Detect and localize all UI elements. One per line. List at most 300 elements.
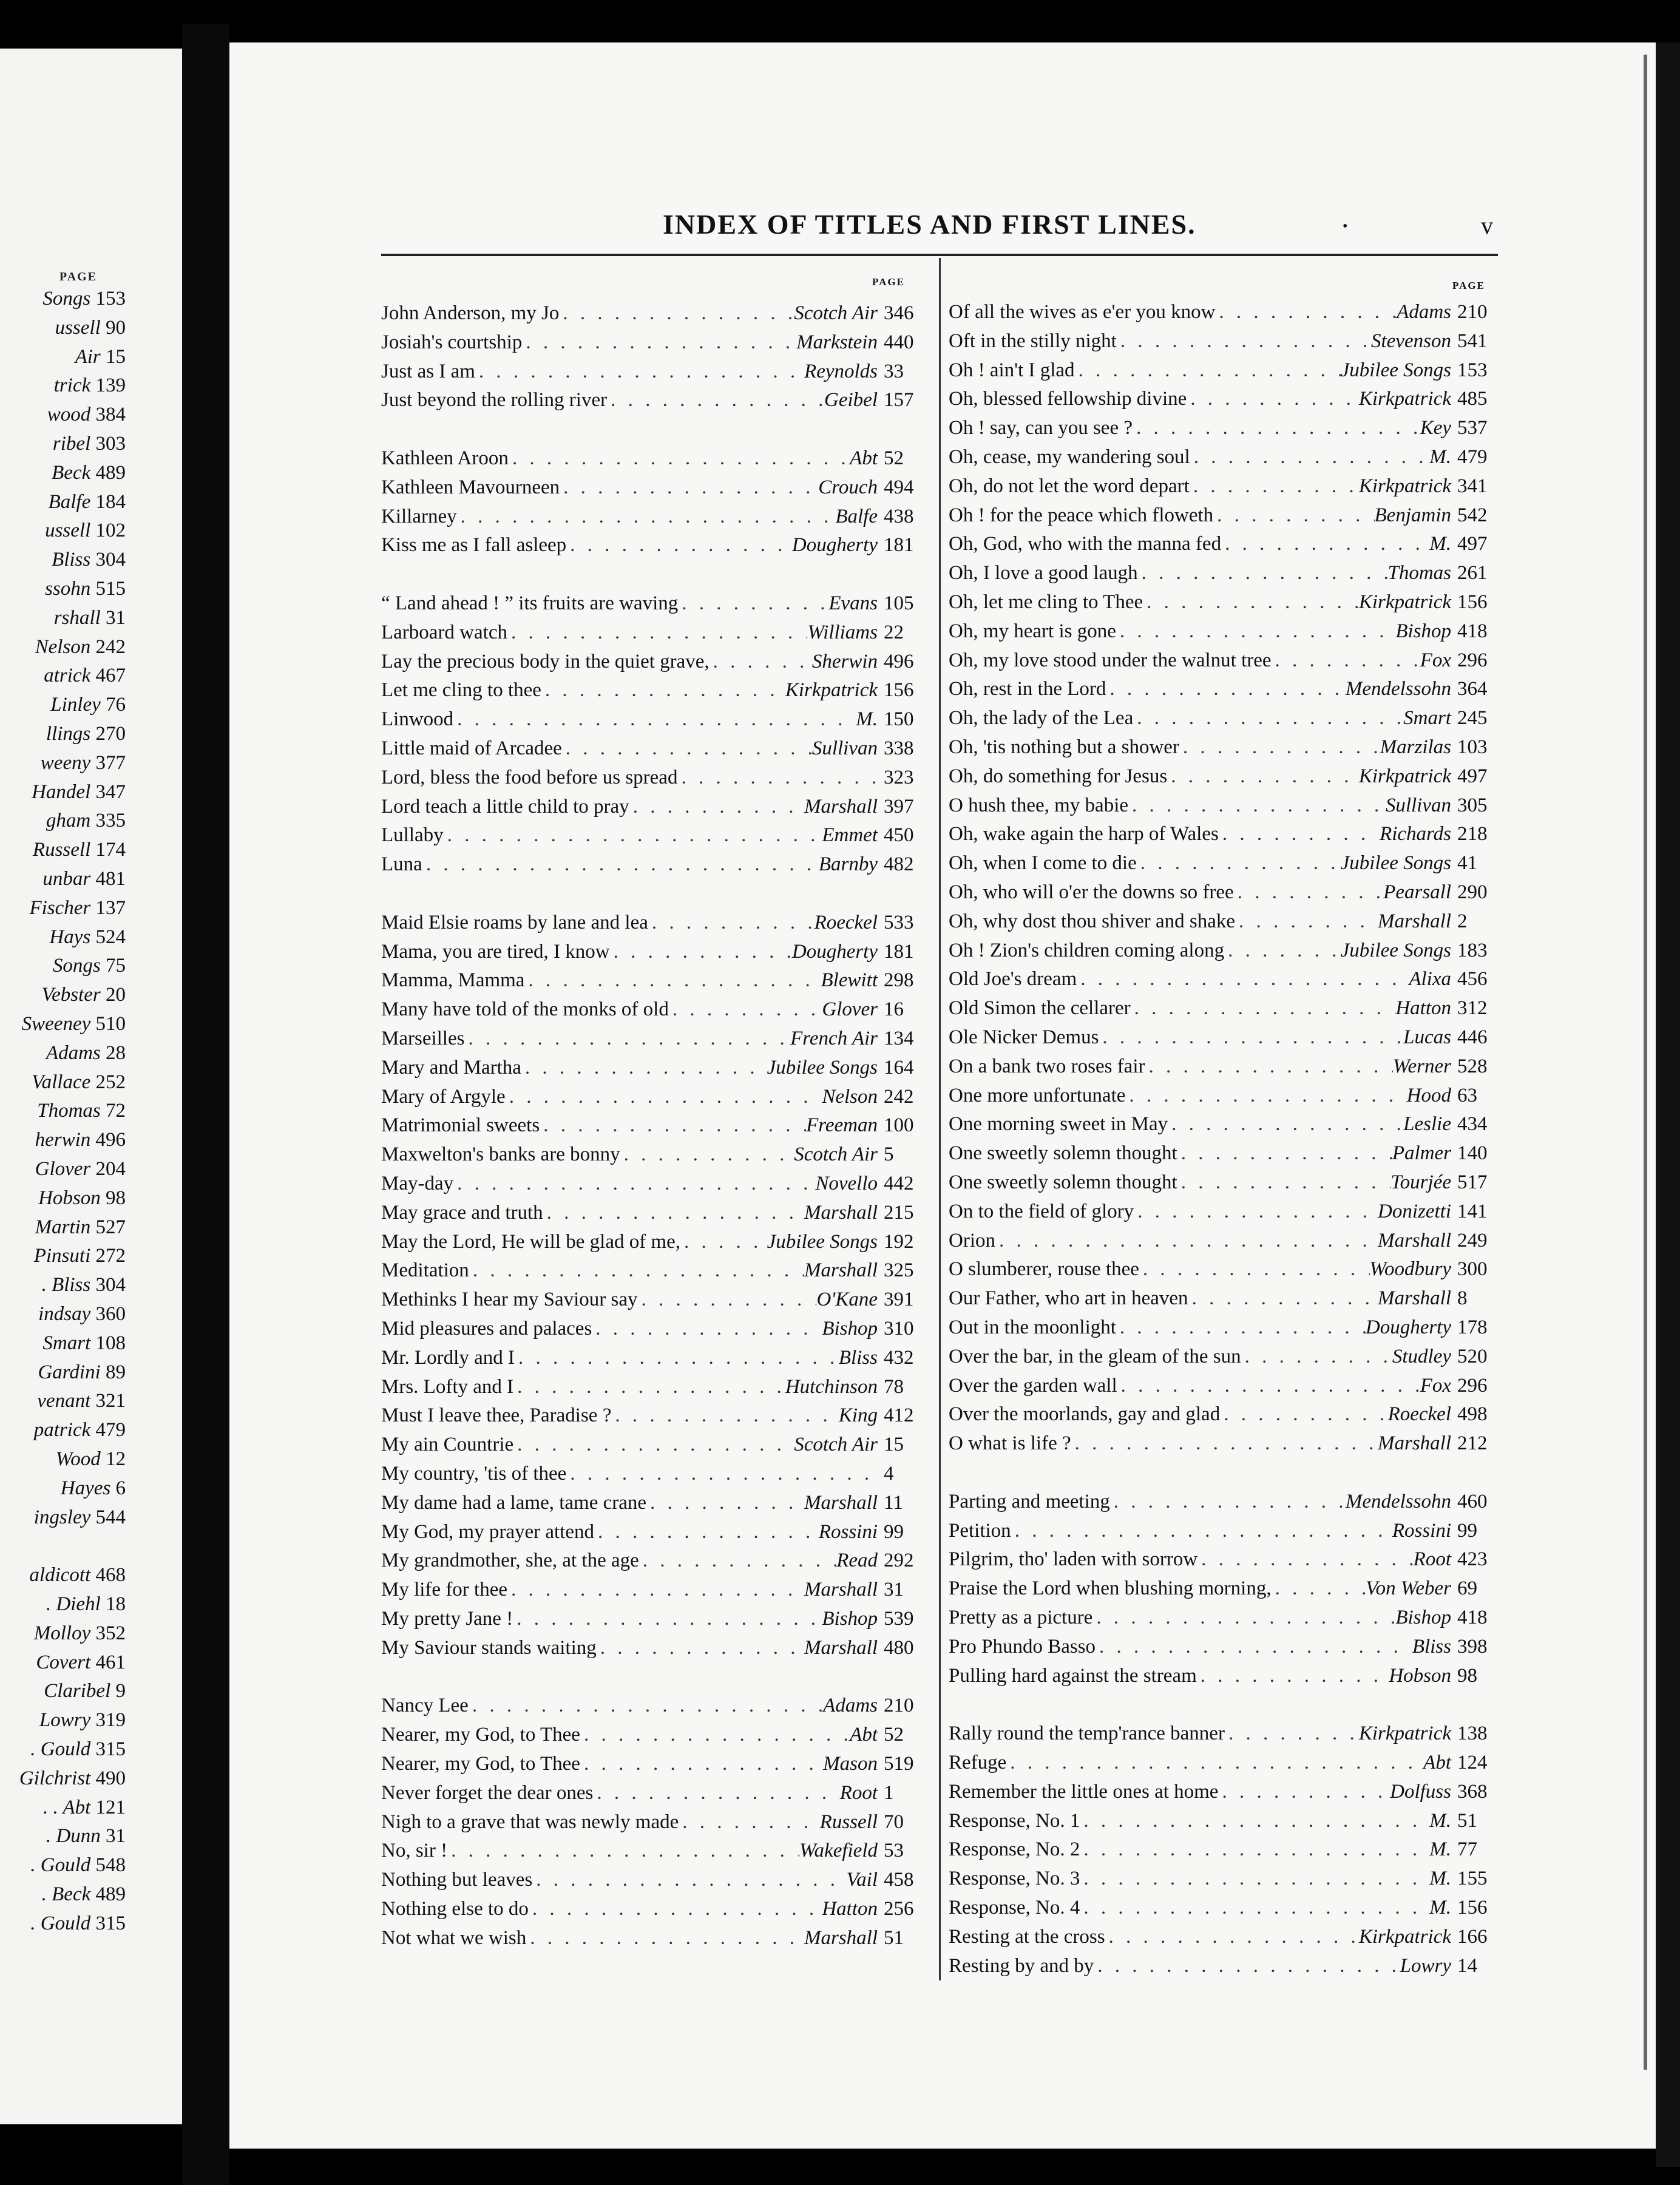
dot-leader [679, 1810, 819, 1834]
entry-page: 450 [884, 824, 914, 847]
entry-page: 341 [1457, 475, 1488, 497]
entry-composer: Marshall [804, 1636, 878, 1659]
entry-page: 520 [1457, 1345, 1488, 1367]
entry-page: 423 [1457, 1548, 1488, 1571]
dot-leader [1131, 996, 1396, 1020]
entry-composer: Lucas [1403, 1026, 1451, 1048]
entry-composer: Smart [1403, 707, 1451, 730]
index-entry [381, 1230, 921, 1254]
prev-entry-page: 31 [106, 1825, 126, 1848]
dot-leader [453, 1171, 815, 1196]
dot-leader [1190, 445, 1430, 469]
prev-entry-page: 319 [95, 1709, 126, 1732]
dot-leader [1106, 677, 1346, 701]
entry-title: Oh, do not let the word depart [949, 475, 1190, 497]
entry-composer: Scotch Air [794, 1143, 878, 1166]
index-entry [949, 1315, 1495, 1340]
entry-title: Nearer, my God, to Thee [381, 1724, 580, 1746]
entry-page: 22 [884, 621, 904, 643]
prev-index-entry [34, 1418, 126, 1442]
index-entry [949, 851, 1495, 875]
entry-composer: Jubilee Songs [1340, 939, 1451, 961]
prev-entry-composer: . Bliss [41, 1274, 91, 1296]
entry-composer: Key [1420, 417, 1451, 439]
entry-page: 292 [884, 1550, 914, 1572]
entry-title: Of all the wives as e'er you know [949, 301, 1216, 323]
prev-entry-composer: Adams [46, 1042, 101, 1064]
prev-index-entry [38, 1302, 126, 1326]
index-entry [949, 1257, 1495, 1281]
prev-entry-composer: Beck [52, 461, 91, 484]
index-entry [949, 1837, 1495, 1861]
index-entry [381, 330, 921, 354]
entry-title: Oh ! ain't I glad [949, 359, 1075, 381]
prev-index-entry [35, 1128, 126, 1152]
entry-page: 460 [1457, 1490, 1488, 1513]
dot-leader [1213, 503, 1374, 527]
dot-leader [532, 1868, 846, 1892]
entry-title: Mrs. Lofty and I [381, 1375, 514, 1398]
entry-page: 16 [884, 998, 904, 1021]
dot-leader [1168, 1112, 1403, 1136]
prev-index-entry [49, 490, 126, 514]
prev-entry-composer: Pinsuti [33, 1245, 91, 1267]
prev-index-entry [33, 838, 126, 862]
index-entry [381, 1258, 921, 1282]
prev-entry-composer: Glover [35, 1158, 91, 1180]
entry-page: 138 [1457, 1723, 1488, 1745]
entry-title: Lullaby [381, 824, 444, 847]
index-entry [949, 1750, 1495, 1775]
prev-index-entry [22, 1012, 126, 1036]
dot-leader [1220, 1402, 1387, 1426]
prev-entry-composer: Hays [49, 926, 91, 948]
index-entry [949, 1374, 1495, 1398]
index-entry [949, 1025, 1495, 1049]
entry-composer: Hatton [822, 1898, 878, 1920]
entry-composer: Root [839, 1781, 878, 1804]
entry-page: 519 [884, 1753, 914, 1775]
entry-title: May-day [381, 1173, 454, 1194]
entry-composer: Kirkpatrick [1358, 1925, 1451, 1948]
entry-composer: Reynolds [804, 360, 878, 382]
dot-leader [422, 852, 819, 876]
entry-composer: Lowry [1400, 1954, 1451, 1977]
entry-composer: Abt [850, 447, 878, 469]
entry-composer: Sullivan [811, 737, 878, 759]
prev-entry-composer: Gilchrist [19, 1767, 91, 1789]
entry-composer: Jubilee Songs [1340, 852, 1451, 875]
entry-composer: Roeckel [814, 911, 878, 933]
entry-composer: Adams [1397, 301, 1451, 323]
prev-entry-composer: ussell [45, 520, 91, 542]
dot-leader [678, 591, 828, 615]
prev-entry-page: 90 [106, 316, 126, 339]
entry-composer: Marshall [1377, 910, 1451, 932]
prev-index-entry [46, 808, 126, 833]
index-entry [949, 329, 1495, 353]
entry-composer: Richards [1380, 823, 1451, 845]
entry-title: Nothing else to do [381, 1898, 529, 1920]
prev-index-entry [43, 1795, 126, 1820]
prev-entry-composer: . Beck [41, 1883, 91, 1905]
entry-page: 497 [1457, 765, 1488, 787]
entry-composer: Jubilee Songs [767, 1230, 878, 1253]
prev-index-entry [42, 1273, 126, 1297]
entry-title: John Anderson, my Jo [381, 302, 560, 324]
prev-entry-page: 304 [95, 1274, 126, 1296]
entry-page: 397 [884, 795, 914, 818]
entry-composer: King [838, 1404, 878, 1427]
entry-page: 346 [884, 302, 914, 324]
entry-title: My grandmother, she, at the age [381, 1550, 639, 1572]
dot-leader [1117, 329, 1371, 353]
entry-title: Josiah's courtship [381, 331, 523, 353]
prev-index-entry [54, 606, 126, 630]
prev-index-entry [44, 1679, 126, 1703]
dot-leader [1080, 1895, 1429, 1920]
index-entry [381, 997, 921, 1021]
entry-page: 537 [1457, 417, 1488, 439]
entry-page: 494 [884, 476, 914, 498]
dot-leader [566, 1462, 878, 1486]
page-edge-line [1644, 55, 1647, 2070]
entry-composer: Kirkpatrick [1358, 765, 1451, 787]
entry-title: Pro Phundo Basso [949, 1635, 1096, 1658]
entry-title: Lay the precious body in the quiet grave, [381, 650, 710, 672]
entry-page: 192 [884, 1230, 914, 1253]
book-gutter [182, 24, 229, 2185]
dot-leader [453, 707, 856, 731]
entry-title: Praise the Lord when blushing morning, [949, 1577, 1272, 1600]
entry-title: One morning sweet in May [949, 1113, 1168, 1136]
prev-entry-composer: Hayes [60, 1477, 111, 1499]
entry-title: Mid pleasures and palaces [381, 1318, 592, 1340]
entry-page: 157 [884, 389, 914, 412]
index-entry [949, 387, 1495, 411]
entry-composer: Von Weber [1366, 1577, 1451, 1600]
index-entry [381, 736, 921, 761]
prev-index-entry [42, 286, 126, 311]
index-entry [949, 735, 1495, 759]
entry-composer: Bishop [822, 1318, 878, 1340]
entry-page: 325 [884, 1259, 914, 1282]
entry-composer: Dougherty [1365, 1316, 1451, 1338]
index-entry [381, 1520, 921, 1544]
entry-page: 141 [1457, 1200, 1488, 1222]
prev-entry-composer: rshall [53, 606, 101, 629]
entry-composer: Bishop [822, 1608, 878, 1630]
prev-entry-page: 496 [95, 1129, 126, 1151]
entry-title: May the Lord, He will be glad of me, [381, 1230, 681, 1253]
dot-leader [1094, 1954, 1400, 1978]
prev-entry-page: 15 [106, 345, 126, 368]
dot-leader [710, 649, 812, 674]
index-entry [381, 765, 921, 790]
prev-entry-page: 481 [95, 868, 126, 890]
dot-leader [506, 1085, 822, 1109]
entry-title: Petition [949, 1519, 1011, 1542]
prev-entry-page: 467 [95, 665, 126, 687]
entry-title: Luna [381, 853, 422, 876]
entry-composer: M. [856, 708, 878, 731]
entry-composer: Marshall [804, 1491, 878, 1514]
prev-entry-composer: Fischer [29, 896, 91, 919]
entry-page: 480 [884, 1636, 914, 1659]
entry-page: 52 [884, 1724, 904, 1746]
index-entry [381, 852, 921, 876]
header-rule [381, 254, 1498, 256]
index-entry [381, 1491, 921, 1515]
prev-entry-page: 377 [95, 751, 126, 774]
prev-index-entry [38, 1360, 126, 1384]
dot-leader [1133, 416, 1420, 440]
entry-title: Response, No. 1 [949, 1809, 1080, 1832]
index-entry [949, 1286, 1495, 1310]
index-entry [949, 445, 1495, 469]
entry-composer: Nelson [822, 1085, 878, 1108]
entry-page: 256 [884, 1898, 914, 1920]
prev-entry-page: 12 [106, 1448, 126, 1470]
prev-index-entry [55, 316, 126, 340]
dot-leader [1219, 822, 1380, 846]
entry-title: One more unfortunate [949, 1084, 1126, 1106]
prev-entry-composer: indsay [38, 1303, 91, 1325]
entry-composer: Fox [1420, 649, 1451, 671]
dot-leader [1179, 735, 1380, 759]
entry-title: Maxwelton's banks are bonny [381, 1143, 620, 1166]
entry-composer: Bishop [1395, 1607, 1451, 1628]
entry-title: Marseilles [381, 1028, 465, 1049]
index-entry [949, 474, 1495, 498]
entry-title: Oh, my heart is gone [949, 620, 1116, 642]
entry-title: Parting and meeting [949, 1490, 1110, 1513]
prev-index-entry [29, 1563, 126, 1587]
entry-title: Nearer, my God, to Thee [381, 1753, 580, 1775]
prev-entry-composer: . Gould [30, 1912, 91, 1934]
index-entry [949, 1431, 1495, 1455]
entry-composer: Jubilee Songs [1340, 359, 1451, 381]
dot-leader [1188, 1286, 1378, 1310]
entry-page: 412 [884, 1404, 914, 1427]
prev-entry-page: 321 [95, 1390, 126, 1412]
prev-entry-composer: Bliss [52, 549, 91, 571]
prev-index-entry [75, 345, 126, 369]
prev-index-entry [53, 954, 126, 978]
dot-leader [1080, 1809, 1429, 1833]
prev-index-entry [34, 1621, 126, 1645]
index-entry [381, 1201, 921, 1225]
index-entry [949, 1576, 1495, 1601]
entry-composer: Bliss [1412, 1635, 1451, 1658]
entry-page: 290 [1457, 881, 1488, 903]
prev-entry-composer: Sweeney [21, 1013, 91, 1035]
entry-page: 249 [1457, 1229, 1488, 1252]
entry-page: 542 [1457, 504, 1488, 526]
prev-entry-page: 102 [95, 520, 126, 542]
prev-index-entry [42, 1331, 126, 1355]
dot-leader [611, 1403, 838, 1428]
entry-page: 434 [1457, 1113, 1488, 1136]
dot-leader [515, 1346, 839, 1370]
entry-page: 497 [1457, 533, 1488, 555]
entry-page: 183 [1457, 939, 1488, 961]
dot-leader [1187, 387, 1359, 411]
entry-composer: Hobson [1389, 1664, 1451, 1687]
entry-title: Oh, why dost thou shiver and shake [949, 910, 1236, 932]
dot-leader [580, 1723, 850, 1747]
prev-entry-composer: Lowry [39, 1709, 91, 1732]
prev-entry-composer: weeny [40, 751, 91, 774]
prev-index-entry [42, 983, 126, 1007]
entry-page: 482 [884, 853, 914, 876]
prev-entry-page: 510 [95, 1013, 126, 1035]
dot-leader [475, 359, 804, 384]
prev-entry-page: 98 [106, 1187, 126, 1209]
entry-title: My ain Countrie [381, 1434, 514, 1456]
prev-entry-page: 9 [115, 1680, 126, 1702]
entry-page: 124 [1457, 1752, 1488, 1773]
entry-title: Let me cling to thee [381, 679, 541, 702]
prev-index-entry [35, 1157, 126, 1181]
index-entry [949, 503, 1495, 527]
prev-index-entry [52, 547, 126, 572]
entry-composer: Hutchinson [785, 1375, 878, 1398]
entry-composer: Jubilee Songs [767, 1056, 878, 1079]
index-entry [381, 1868, 921, 1892]
prev-entry-page: 72 [106, 1100, 126, 1122]
prev-index-entry [29, 896, 126, 920]
entry-page: 4 [884, 1463, 894, 1485]
index-entry [381, 1142, 921, 1167]
entry-composer: M. [1429, 1897, 1451, 1919]
prev-index-entry [47, 402, 126, 427]
dot-leader [594, 1520, 819, 1544]
prev-entry-page: 489 [95, 1883, 126, 1905]
prev-entry-composer: Handel [32, 781, 91, 803]
index-entry [949, 358, 1495, 382]
entry-composer: Benjamin [1374, 504, 1451, 526]
prev-entry-page: 515 [95, 578, 126, 600]
index-entry [949, 677, 1495, 701]
entry-title: Pilgrim, tho' laden with sorrow [949, 1548, 1198, 1571]
entry-page: 323 [884, 766, 914, 788]
entry-page: 539 [884, 1608, 914, 1630]
entry-title: Remember the little ones at home [949, 1780, 1219, 1803]
entry-title: Oh, rest in the Lord [949, 678, 1106, 700]
entry-title: Kathleen Mavourneen [381, 476, 560, 498]
index-entry [381, 823, 921, 847]
index-entry [381, 1171, 921, 1196]
prev-index-entry [41, 751, 126, 775]
entry-page: 368 [1457, 1780, 1488, 1803]
entry-composer: Russell [819, 1811, 878, 1833]
index-entry [381, 359, 921, 384]
prev-entry-composer: trick [53, 374, 91, 397]
entry-composer: M. [1429, 1868, 1451, 1890]
prev-entry-page: 18 [106, 1593, 126, 1615]
prev-entry-page: 20 [106, 984, 126, 1006]
prev-index-entry [32, 780, 126, 804]
entry-title: Oh, blessed fellowship divine [949, 388, 1187, 410]
dot-leader [513, 1607, 822, 1631]
prev-index-entry [34, 1505, 126, 1529]
entry-page: 11 [884, 1491, 903, 1514]
prev-index-entry [46, 1824, 126, 1848]
index-entry [381, 1548, 921, 1573]
index-entry [381, 678, 921, 702]
entry-composer: Williams [807, 621, 878, 643]
entry-page: 105 [884, 592, 914, 614]
dot-leader [524, 968, 821, 992]
entry-composer: Marzilas [1380, 736, 1451, 758]
entry-composer: Balfe [835, 505, 878, 527]
entry-title: Kiss me as I fall asleep [381, 534, 567, 557]
entry-page: 533 [884, 911, 914, 933]
entry-composer: M. [1429, 446, 1451, 468]
dot-leader [447, 1838, 799, 1863]
entry-title: Oh, God, who with the manna fed [949, 533, 1222, 555]
prev-entry-composer: ribel [52, 433, 91, 455]
index-entry [381, 301, 921, 325]
entry-page: 242 [884, 1085, 914, 1108]
index-entry [949, 1605, 1495, 1630]
entry-page: 70 [884, 1811, 904, 1833]
dot-leader [1071, 1431, 1378, 1455]
dot-leader [1272, 1576, 1366, 1601]
prev-entry-page: 335 [95, 810, 126, 832]
prev-entry-page: 121 [95, 1796, 126, 1818]
dot-leader [638, 1287, 817, 1312]
entry-page: 446 [1457, 1026, 1488, 1048]
prev-entry-page: 490 [95, 1767, 126, 1789]
prev-entry-page: 527 [95, 1216, 126, 1238]
entry-composer: Sullivan [1385, 794, 1451, 816]
entry-page: 456 [1457, 968, 1488, 991]
entry-composer: Marshall [1377, 1229, 1451, 1252]
entry-composer: Woodbury [1369, 1258, 1451, 1281]
entry-composer: Leslie [1403, 1113, 1451, 1136]
entry-title: Nothing but leaves [381, 1869, 533, 1891]
index-entry [949, 909, 1495, 933]
index-entry [949, 1112, 1495, 1136]
entry-title: Oh ! Zion's children coming along [949, 939, 1225, 961]
index-entry [949, 648, 1495, 672]
entry-page: 517 [1457, 1171, 1488, 1193]
entry-page: 33 [884, 360, 904, 382]
prev-entry-composer: Songs [52, 955, 101, 977]
prev-entry-composer: Molloy [33, 1622, 91, 1644]
entry-title: Oh, who will o'er the downs so free [949, 881, 1234, 903]
entry-composer: Emmet [822, 824, 878, 847]
index-entry [381, 1316, 921, 1341]
prev-entry-page: 315 [95, 1912, 126, 1934]
entry-title: Kathleen Aroon [381, 447, 509, 469]
prev-entry-composer: ssohn [45, 578, 91, 600]
dot-leader [669, 997, 822, 1021]
prev-entry-composer: Wood [55, 1448, 101, 1470]
dot-leader [646, 1491, 804, 1515]
prev-entry-page: 479 [95, 1419, 126, 1441]
entry-title: Old Simon the cellarer [949, 997, 1131, 1020]
right-page-heading: PAGE [1452, 280, 1485, 291]
entry-title: Over the moorlands, gay and glad [949, 1403, 1221, 1426]
entry-title: Methinks I hear my Saviour say [381, 1289, 638, 1311]
prev-index-entry [39, 1708, 126, 1732]
entry-title: Refuge [949, 1752, 1007, 1773]
index-entry [949, 793, 1495, 818]
prev-entry-composer: aldicott [29, 1564, 91, 1587]
